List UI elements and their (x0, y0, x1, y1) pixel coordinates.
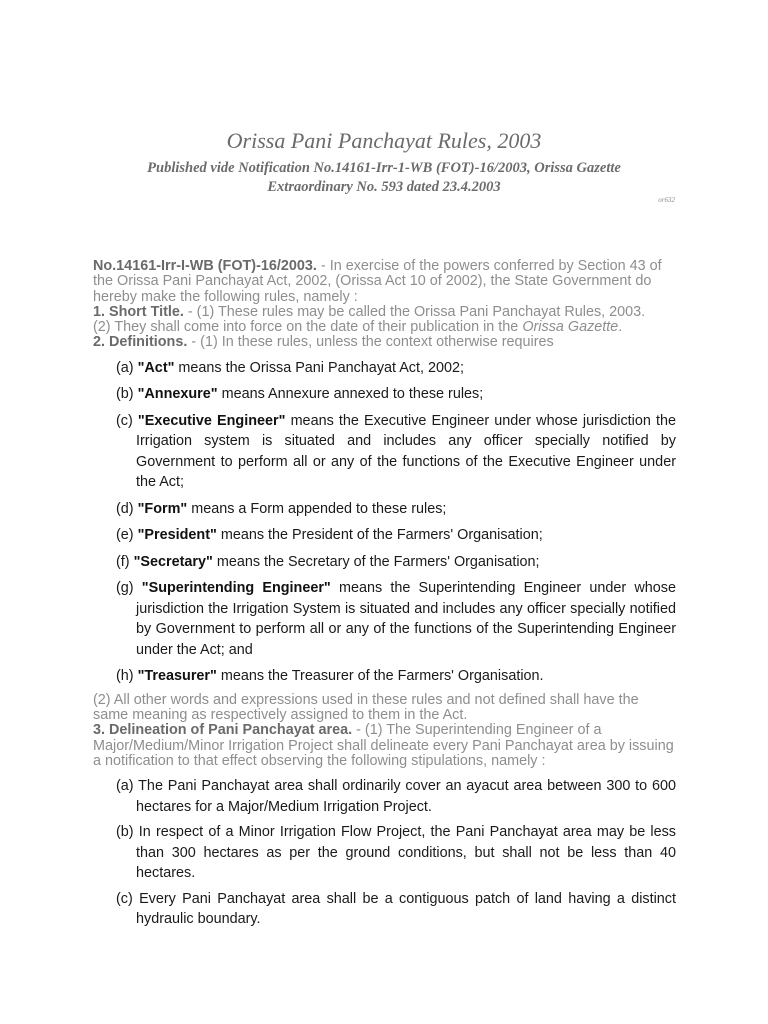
definition-term: "Superintending Engineer" (141, 580, 331, 597)
rule-2-heading: 2. Definitions. (93, 334, 188, 351)
rule-1-sub-2-text: (2) They shall come into force on the date of their publication in the (93, 319, 523, 336)
rule-1-sub-2 (93, 320, 676, 335)
subtitle-line-1: Published vide Notification No.14161-Irr-1-WB (FOT)-16/2003, Orissa Gazette (147, 160, 621, 176)
definition-text: means the Executive Engineer under whose jurisdiction the Irrigation system is situated and includes any officer specially notified by Government to perform all or any of the functions of the Executive Engineer under the Act; (136, 412, 676, 491)
definition-text: means the Treasurer of the Farmers' Organisation. (216, 668, 544, 685)
definition-term: "Annexure" (137, 386, 218, 403)
rule-2-text: - (1) In these rules, unless the context otherwise requires (187, 334, 554, 351)
definition-marker: (g) (116, 580, 142, 597)
stipulation-item: (c) Every Pani Panchayat area shall be a contiguous patch of land having a distinct hydraulic boundary. (116, 890, 676, 928)
notification-number: No.14161-Irr-I-WB (FOT)-16/2003. (93, 258, 317, 274)
definition-item (116, 666, 676, 687)
document-title: Orissa Pani Panchayat Rules, 2003 (226, 128, 542, 153)
definition-term: "Treasurer" (137, 668, 217, 685)
definition-marker: (e) (116, 527, 138, 544)
definition-item (116, 411, 676, 493)
definition-marker: (d) (116, 500, 138, 517)
definition-text: means the Secretary of the Farmers' Organisation; (212, 553, 540, 570)
definition-term: "Secretary" (133, 553, 213, 570)
rule-2-paragraph (93, 335, 676, 350)
rule-1-sub-2-end: . (618, 319, 623, 336)
definition-item (116, 384, 676, 405)
definition-term: "Form" (137, 500, 188, 517)
definition-term: "President" (137, 527, 217, 544)
definition-text: means the President of the Farmers' Organisation; (216, 527, 543, 544)
definition-item (116, 552, 676, 573)
gazette-name: Orissa Gazette (522, 319, 619, 336)
document-body (93, 259, 676, 935)
definition-item (116, 578, 676, 660)
definition-term: "Act" (137, 359, 175, 376)
definition-marker: (b) (116, 386, 138, 403)
definition-marker: (f) (116, 553, 134, 570)
rule-1-text: - (1) These rules may be called the Orissa Pani Panchayat Rules, 2003. (183, 303, 646, 320)
subtitle-line-2: Extraordinary No. 593 dated 23.4.2003 (267, 179, 501, 195)
rule-3-text: - (1) The Superintending Engineer of a Major/Medium/Minor Irrigation Project shall delineate every Pani Panchayat area by issuing a notification to that effect observing the following stipulations, namely : (93, 722, 674, 769)
definition-text: means the Orissa Pani Panchayat Act, 2002; (174, 359, 465, 376)
definition-term: "Executive Engineer" (137, 412, 286, 429)
rule-2-sub-2: (2) All other words and expressions used in these rules and not defined shall have the same meaning as respectively assigned to them in the Act. (93, 691, 639, 724)
stipulation-item: (b) In respect of a Minor Irrigation Flow Project, the Pani Panchayat area may be less than 300 hectares as per the ground conditions, but shall not be less than 40 hectares. (116, 824, 676, 882)
intro-paragraph (93, 259, 676, 305)
document-subtitle (0, 159, 768, 197)
definition-marker: (h) (116, 668, 138, 685)
definition-text: means Annexure annexed to these rules; (217, 386, 484, 403)
stipulations-list (93, 776, 676, 930)
document-code: or632 (658, 196, 675, 204)
rule-1-paragraph (93, 305, 676, 320)
definition-marker: (a) (116, 359, 138, 376)
definition-item (116, 358, 676, 379)
definitions-list (93, 358, 676, 687)
definition-text: means the Superintending Engineer under whose jurisdiction the Irrigation System is situated and includes any officer specially notified by Government to perform all or any of the functions of the Superintending Engineer under the Act; and (136, 580, 676, 658)
rule-1-heading: 1. Short Title. (93, 303, 184, 320)
definition-item (116, 525, 676, 546)
rule-3-heading: 3. Delineation of Pani Panchayat area. (93, 722, 353, 739)
definition-marker: (c) (116, 412, 138, 429)
rule-3-paragraph (93, 723, 676, 769)
intro-text: - In exercise of the powers conferred by Section 43 of the Orissa Pani Panchayat Act, 2002, (Orissa Act 10 of 2002), the State Government do hereby make the following rules, namely : (93, 258, 662, 305)
definition-text: means a Form appended to these rules; (187, 500, 447, 517)
stipulation-item: (a) The Pani Panchayat area shall ordinarily cover an ayacut area between 300 to 600 hectares for a Major/Medium Irrigation Project. (116, 778, 676, 815)
definition-item (116, 499, 676, 520)
